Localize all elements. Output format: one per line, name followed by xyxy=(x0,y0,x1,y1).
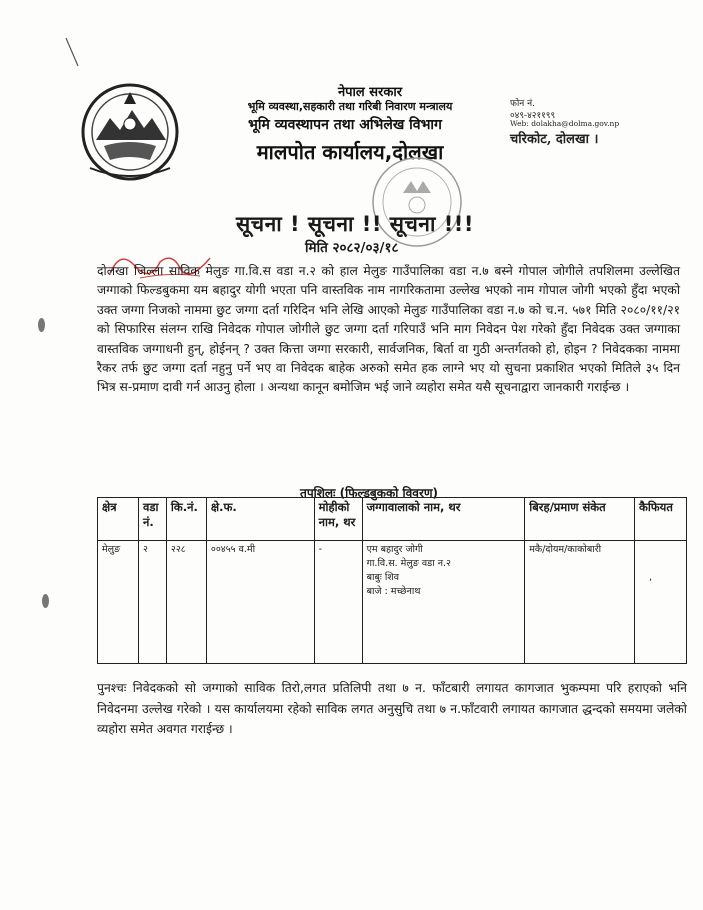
notice-date: मिति २०८२/०३/१८ xyxy=(305,240,399,256)
table-row xyxy=(98,541,687,664)
office-address: चरिकोट, दोलखा । xyxy=(510,132,599,147)
notice-title: सूचना ! सूचना !! सूचना !!! xyxy=(236,212,474,236)
cell-size: ००४५५ व.मी xyxy=(206,541,314,664)
government-name: नेपाल सरकार xyxy=(337,85,403,100)
cell-tenant: - xyxy=(314,541,362,664)
col-owner: जग्गावालाको नाम, थर xyxy=(362,498,525,541)
owner-line: बाजे : मच्छेनाथ xyxy=(366,586,421,597)
postscript-note: पुनश्चः निवेदकको सो जग्गाको साविक तिरो,लगत प्रतिलिपी तथा ७ न. फाँटबारी लगायत कागजात भुकम्पमा परि हराएको भनि निवेदनमा उल्लेख गरेको । यस कार्यालयमा रहेको साविक लगत अनुसुचि तथा ७ न.फाँटवारी लगायत कागजात द्धन्दको समयमा जलेको व्यहोरा समेत अवगत गराईन्छ । xyxy=(97,681,687,736)
staple-mark xyxy=(62,36,82,72)
binder-hole-mark xyxy=(42,594,49,608)
office-name: मालपोत कार्यालय,दोलखा xyxy=(256,140,444,164)
col-kitta: कि.नं. xyxy=(166,498,206,541)
cell-remarks xyxy=(634,541,686,664)
col-tenant: मोहीको नाम, थर xyxy=(314,498,362,541)
remarks-mark: , xyxy=(648,572,653,583)
cell-kitta: २२८ xyxy=(166,541,206,664)
fieldbook-table xyxy=(97,497,687,664)
col-ward: वडा नं. xyxy=(138,498,166,541)
cell-ward: २ xyxy=(138,541,166,664)
phone-label: फोन नं. xyxy=(510,99,535,109)
notice-body: दोलखा जिल्ला साविक मेलुङ गा.वि.स वडा न.२ को हाल मेलुङ गाउँपालिका वडा न.७ बस्ने गोपाल जोगीले तपशिलमा उल्लेखित जग्गाको फिल्डबुकमा यम बहादुर योगी भएता पनि वास्तविक नाम नागरिकतामा उल्लेख भएको नाम गोपाल जोगी भएको हुँदा भएको उक्त जग्गा निजको नाममा छुट जग्गा दर्ता गरिदिन भनि लेखि आएको मेलुङ गाउँपालिका वडा न.७ को च.न. ५७१ मिति २०८०/११/२१ को सिफारिस संलग्न राखि निवेदक गोपाल जोगीले छुट जग्गा दर्ता गरिपाउँ भनि माग निवेदन पेश गरेको हुँदा निवेदक उक्त जग्गाका वास्तविक जग्गाधनी हुन्, होईनन् ? उक्त कित्ता जग्गा सरकारी, सार्वजनिक, बिर्ता वा गुठी अन्तर्गतको हो, होइन ? निवेदकका नाममा रैकर तर्फ छुट जग्गा दर्ता नहुनु पर्ने भए वा निवेदक बाहेक अरुको समेत हक लाग्ने भए यो सुचना प्रकाशित भएको मितिले ३५ दिन भित्र स-प्रमाण दावी गर्न आउनु होला । अन्यथा कानून बमोजिम भई जाने व्यहोरा समेत यसै सूचनाद्वारा जानकारी गराईन्छ । xyxy=(97,264,681,395)
owner-line: गा.वि.स. मेलुङ वडा न.२ xyxy=(366,558,451,569)
ministry-name: भूमि व्यवस्था,सहकारी तथा गरिबी निवारण मन्त्रालय xyxy=(247,100,453,113)
col-size: क्षे.फ. xyxy=(206,498,314,541)
col-area: क्षेत्र xyxy=(98,498,139,541)
owner-line: एम बहादुर जोगी xyxy=(366,544,423,555)
nepal-government-emblem xyxy=(80,80,180,185)
phone-number: ०४९-४२११९९ xyxy=(510,111,556,121)
table-caption: तपशिलः (फिल्डबुकको विवरण) xyxy=(300,486,439,500)
table-header-row xyxy=(98,498,687,541)
col-proof: बिरह/प्रमाण संकेत xyxy=(525,498,635,541)
cell-area: मेलुङ xyxy=(98,541,139,664)
cell-owner xyxy=(362,541,525,664)
department-name: भूमि व्यवस्थापन तथा अभिलेख विभाग xyxy=(248,117,442,133)
owner-line: बाबुः शिव xyxy=(366,572,400,583)
binder-hole-mark xyxy=(38,318,45,332)
col-remarks: कैफियत xyxy=(634,498,686,541)
cell-proof: मकै/दोयम/काकोबारी xyxy=(525,541,635,664)
web-email: Web: dolakha@dolma.gov.np xyxy=(510,119,620,128)
